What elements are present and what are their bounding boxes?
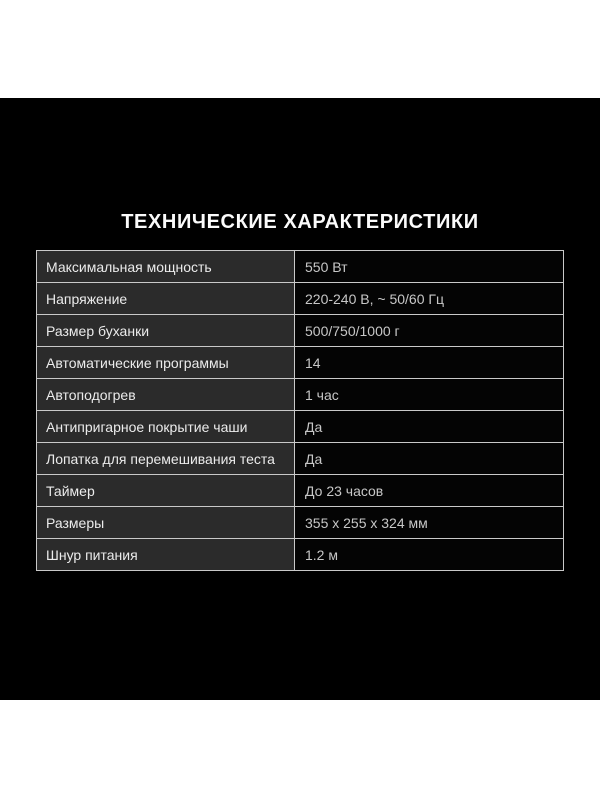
spec-label: Размер буханки bbox=[37, 315, 295, 347]
spec-value: Да bbox=[295, 411, 564, 443]
specs-table-body bbox=[37, 251, 564, 571]
spec-row bbox=[37, 379, 564, 411]
spec-label: Максимальная мощность bbox=[37, 251, 295, 283]
spec-value: 355 x 255 x 324 мм bbox=[295, 507, 564, 539]
spec-row bbox=[37, 411, 564, 443]
spec-label: Автоматические программы bbox=[37, 347, 295, 379]
specs-table bbox=[36, 250, 564, 571]
spec-row bbox=[37, 251, 564, 283]
spec-value: 550 Вт bbox=[295, 251, 564, 283]
spec-value: Да bbox=[295, 443, 564, 475]
spec-row bbox=[37, 507, 564, 539]
spec-value: 1 час bbox=[295, 379, 564, 411]
spec-value: До 23 часов bbox=[295, 475, 564, 507]
spec-row bbox=[37, 475, 564, 507]
spec-label: Таймер bbox=[37, 475, 295, 507]
page-title: ТЕХНИЧЕСКИЕ ХАРАКТЕРИСТИКИ bbox=[121, 211, 479, 233]
spec-value: 14 bbox=[295, 347, 564, 379]
spec-row bbox=[37, 283, 564, 315]
spec-label: Антипригарное покрытие чаши bbox=[37, 411, 295, 443]
spec-row bbox=[37, 443, 564, 475]
spec-label: Шнур питания bbox=[37, 539, 295, 571]
spec-value: 500/750/1000 г bbox=[295, 315, 564, 347]
spec-value: 1.2 м bbox=[295, 539, 564, 571]
spec-row bbox=[37, 347, 564, 379]
black-panel bbox=[0, 98, 600, 700]
spec-label: Автоподогрев bbox=[37, 379, 295, 411]
spec-row bbox=[37, 315, 564, 347]
spec-row bbox=[37, 539, 564, 571]
spec-label: Лопатка для перемешивания теста bbox=[37, 443, 295, 475]
spec-value: 220-240 В, ~ 50/60 Гц bbox=[295, 283, 564, 315]
spec-label: Напряжение bbox=[37, 283, 295, 315]
spec-label: Размеры bbox=[37, 507, 295, 539]
